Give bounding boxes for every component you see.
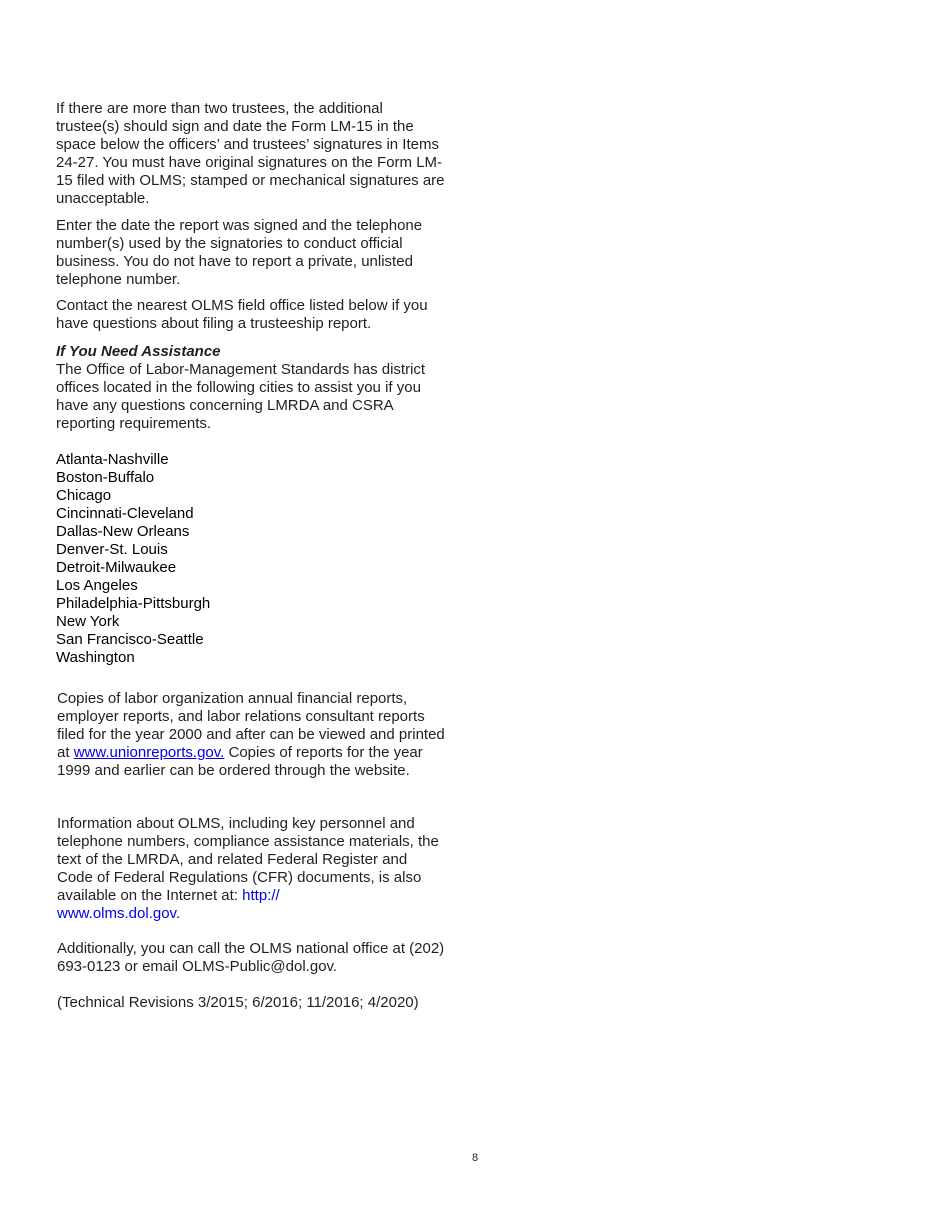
assistance-heading: If You Need Assistance <box>56 343 221 360</box>
olms-info-paragraph <box>57 815 447 923</box>
city-list-item: Washington <box>56 649 135 666</box>
city-list-item: Chicago <box>56 487 112 504</box>
trustees-signature-paragraph: If there are more than two trustees, the additional trustee(s) should sign and date the Form LM-15 in the space below the officers’ and trustees’ signatures in Items 24-27. You must have original signatures on the Form LM-15 filed with OLMS; stamped or mechanical signatures are unacceptable. <box>56 100 445 207</box>
city-list-item: San Francisco-Seattle <box>56 631 204 648</box>
city-list-item: Los Angeles <box>56 577 138 594</box>
assistance-body: The Office of Labor-Management Standards has district offices located in the following cities to assist you if you have any questions concerning LMRDA and CSRA reporting requirements. <box>56 361 426 432</box>
city-list-item: Boston-Buffalo <box>56 469 155 486</box>
page-number: 8 <box>471 1152 479 1164</box>
info-text-after: . <box>175 905 181 922</box>
city-list-item: Philadelphia-Pittsburgh <box>56 595 211 612</box>
olms-link-domain[interactable]: www.olms.dol.gov <box>57 905 176 922</box>
city-list-item: Cincinnati-Cleveland <box>56 505 194 522</box>
copies-text-after: Copies of reports for the year 1999 and earlier can be ordered through the website. <box>57 744 423 779</box>
technical-revisions-note: (Technical Revisions 3/2015; 6/2016; 11/2016; 4/2020) <box>57 994 419 1011</box>
report-date-paragraph: Enter the date the report was signed and the telephone number(s) used by the signatories to conduct official business. You do not have to report a private, unlisted telephone number. <box>56 217 423 288</box>
info-text-before: Information about OLMS, including key personnel and telephone numbers, compliance assistance materials, the text of the LMRDA, and related Federal Register and Code of Federal Regulations (CFR) documents, is also available on the Internet at: <box>57 815 439 904</box>
unionreports-link[interactable]: www.unionreports.gov. <box>73 744 225 761</box>
city-list-item: Denver-St. Louis <box>56 541 168 558</box>
city-list-item: Atlanta-Nashville <box>56 451 169 468</box>
copies-paragraph <box>57 690 447 780</box>
city-list-item: New York <box>56 613 120 630</box>
city-list-item: Detroit-Milwaukee <box>56 559 177 576</box>
national-office-paragraph: Additionally, you can call the OLMS national office at (202) 693-0123 or email OLMS-Public@dol.gov. <box>57 940 445 975</box>
contact-field-office-paragraph: Contact the nearest OLMS field office listed below if you have questions about filing a trusteeship report. <box>56 297 428 332</box>
copies-text-before: Copies of labor organization annual financial reports, employer reports, and labor relations consultant reports filed for the year 2000 and after can be viewed and printed at <box>57 690 445 761</box>
city-list-item: Dallas-New Orleans <box>56 523 190 540</box>
olms-link-protocol[interactable]: http:// <box>242 887 280 904</box>
assistance-section <box>56 343 446 433</box>
district-office-list <box>56 451 446 667</box>
